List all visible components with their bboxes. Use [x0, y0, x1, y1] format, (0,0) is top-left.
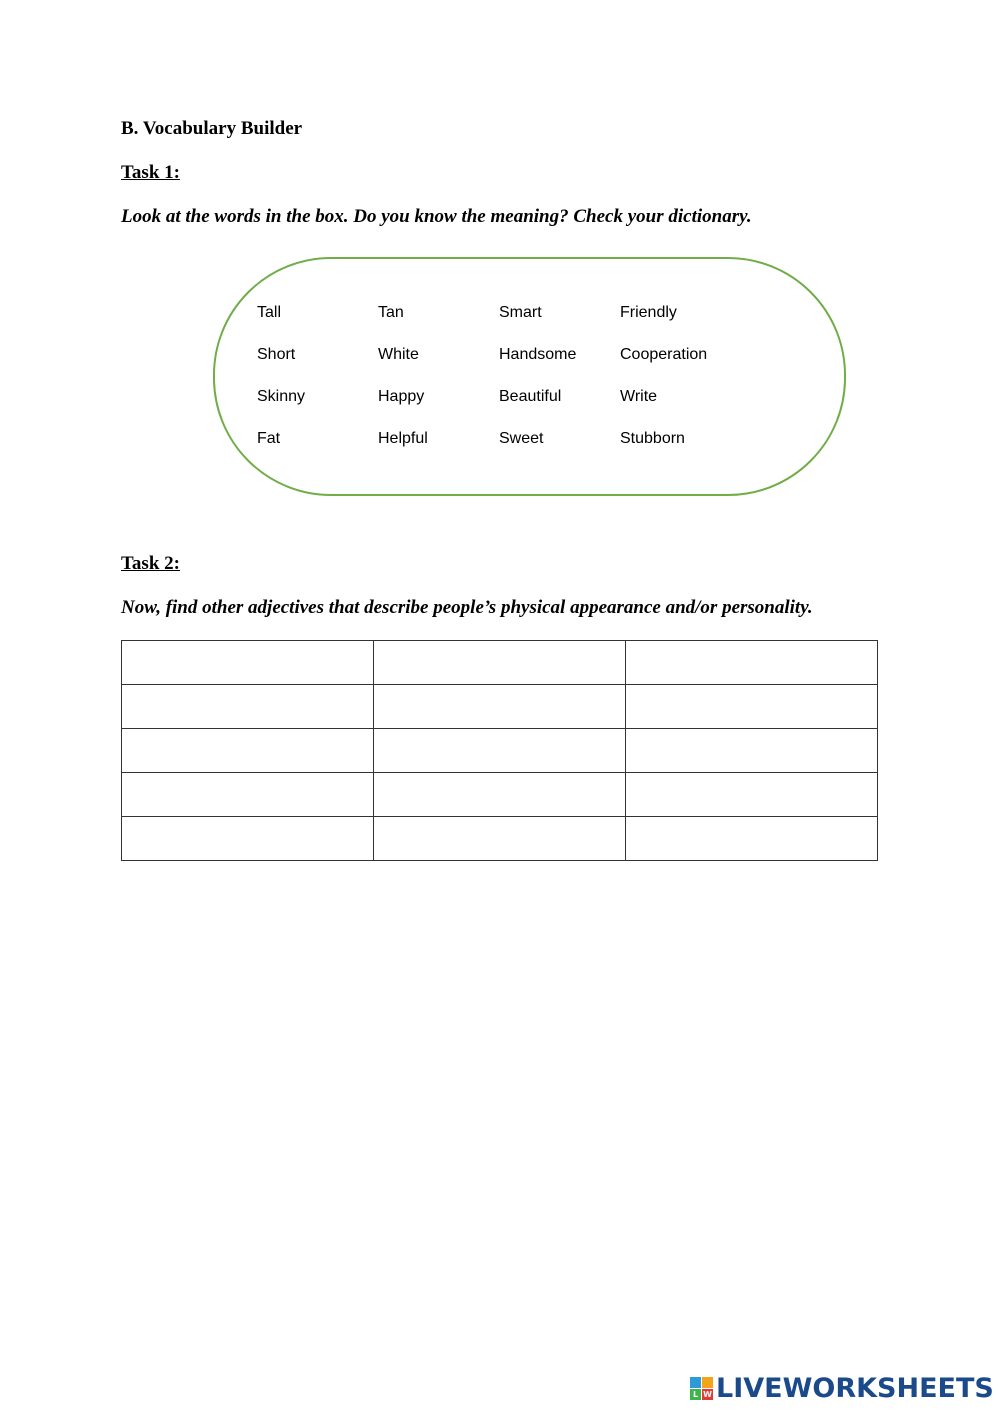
word-smart: Smart: [499, 304, 542, 321]
liveworksheets-logo[interactable]: [690, 1373, 994, 1404]
answer-cell[interactable]: [374, 773, 626, 817]
answer-cell[interactable]: [374, 729, 626, 773]
word-beautiful: Beautiful: [499, 388, 562, 405]
word-friendly: Friendly: [620, 304, 677, 321]
task2-instruction: Now, find other adjectives that describe people’s physical appearance and/or personality.: [121, 597, 813, 618]
word-box: [213, 257, 846, 496]
table-row: [122, 729, 878, 773]
word-cooperation: Cooperation: [620, 346, 708, 363]
word-write: Write: [620, 388, 658, 405]
answer-cell[interactable]: [122, 817, 374, 861]
word-short: Short: [257, 346, 296, 363]
answer-cell[interactable]: [626, 641, 878, 685]
table-row: [122, 773, 878, 817]
word-tan: Tan: [378, 304, 404, 321]
answer-cell[interactable]: [626, 773, 878, 817]
answer-cell[interactable]: [374, 641, 626, 685]
word-stubborn: Stubborn: [620, 430, 685, 447]
word-tall: Tall: [257, 304, 282, 321]
logo-blocks-icon: [690, 1377, 713, 1400]
word-helpful: Helpful: [378, 430, 428, 447]
answer-cell[interactable]: [626, 685, 878, 729]
logo-block-icon: W: [703, 1390, 712, 1399]
logo-block-icon: [690, 1377, 701, 1388]
task1-heading: Task 1:: [121, 162, 180, 183]
answer-cell[interactable]: [626, 729, 878, 773]
answer-cell[interactable]: [374, 817, 626, 861]
word-sweet: Sweet: [499, 430, 544, 447]
task1-instruction: Look at the words in the box. Do you know the meaning? Check your dictionary.: [121, 206, 752, 227]
word-skinny: Skinny: [257, 388, 306, 405]
logo-block-icon: [702, 1377, 713, 1388]
answer-cell[interactable]: [374, 685, 626, 729]
answer-table: [121, 640, 878, 861]
answer-cell[interactable]: [122, 641, 374, 685]
task2-heading: Task 2:: [121, 553, 180, 574]
word-handsome: Handsome: [499, 346, 577, 363]
answer-cell[interactable]: [626, 817, 878, 861]
table-row: [122, 685, 878, 729]
answer-cell[interactable]: [122, 773, 374, 817]
section-heading: B. Vocabulary Builder: [121, 118, 303, 139]
table-row: [122, 641, 878, 685]
word-white: White: [378, 346, 419, 363]
answer-cell[interactable]: [122, 685, 374, 729]
answer-cell[interactable]: [122, 729, 374, 773]
word-happy: Happy: [378, 388, 425, 405]
table-row: [122, 817, 878, 861]
logo-text: LIVEWORKSHEETS: [716, 1373, 994, 1404]
logo-block-icon: L: [690, 1389, 701, 1400]
word-fat: Fat: [257, 430, 281, 447]
